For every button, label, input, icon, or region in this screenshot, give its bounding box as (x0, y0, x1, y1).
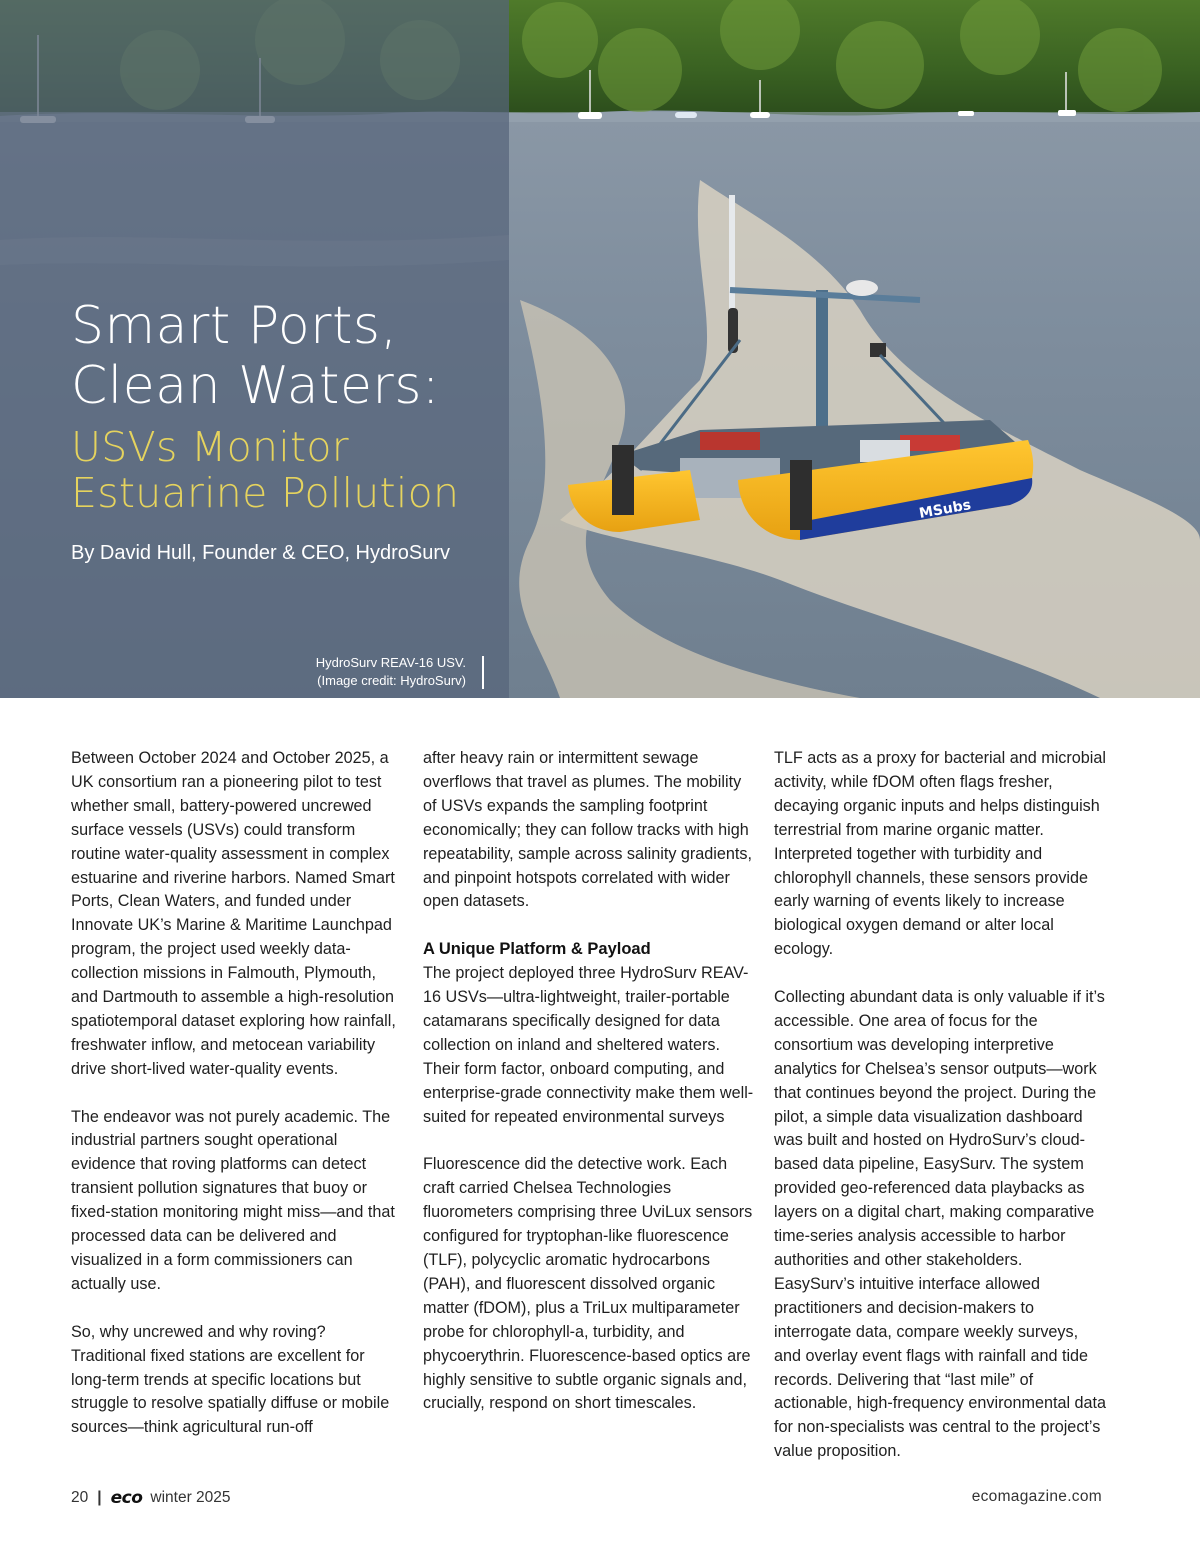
paragraph: after heavy rain or intermittent sewage overflows that travel as plumes. The mobility of USVs expands the sampling footprint economically; they can follow tracks with high repeatability, sample across salinity gradients, and pinpoint hotspots correlated with wider open datasets. (423, 749, 752, 911)
hull-logo: MSubs (917, 497, 973, 522)
paragraph: Collecting abundant data is only valuable if it’s accessible. One area of focus for the consortium was developing interpretive analytics for Chelsea’s sensor outputs—work that continues beyond the project. During the pilot, a simple data visualization dashboard was built and hosted on HydroSurv’s cloud-based data pipeline, EasySurv. The system provided geo-referenced data playbacks as layers on a digital chart, making comparative time-series analysis accessible to harbor authorities and other stakeholders. EasySurv’s intuitive interface allowed practitioners and decision-makers to interrogate data, compare weekly surveys, and overlay event flags with rainfall and tide records. Delivering that “last mile” of actionable, high-frequency environmental data for non-specialists was central to the project’s value proposition. (774, 988, 1107, 1461)
paragraph: So, why uncrewed and why roving? Traditional fixed stations are excellent for long-term trends at specific locations but struggle to resolve spatially diffuse or mobile sources—think agricultural run-off (71, 1322, 390, 1437)
footer-separator: | (97, 1489, 102, 1506)
page-number: 20 (71, 1489, 89, 1506)
title-line-2: Clean Waters: (71, 356, 440, 416)
caption-line-1: HydroSurv REAV-16 USV. (315, 655, 466, 670)
issue-label: winter 2025 (150, 1489, 231, 1506)
byline: By David Hull, Founder & CEO, HydroSurv (71, 542, 451, 564)
paragraph: TLF acts as a proxy for bacterial and microbial activity, while fDOM often flags fresher, decaying organic inputs and helps distinguish terrestrial from marine organic matter. Interpreted together with turbidity and chlorophyll channels, these sensors provide early warning of events likely to increase biological oxygen demand or alter local ecology. (774, 749, 1106, 959)
article-subtitle (71, 424, 511, 516)
website-link[interactable]: ecomagazine.com (971, 1488, 1102, 1505)
caption-line-2: (Image credit: HydroSurv) (317, 673, 466, 688)
title-line-1: Smart Ports, (71, 296, 398, 356)
paragraph: Fluorescence did the detective work. Each craft carried Chelsea Technologies fluorometers comprising three UviLux sensors configured for tryptophan-like fluorescence (TLF), polycyclic aromatic hydrocarbons (PAH), and fluorescent dissolved organic matter (fDOM), plus a TriLux multiparameter probe for chlorophyll-a, turbidity, and phycoerythrin. Fluorescence-based optics are highly sensitive to subtle organic signals and, crucially, respond on short timescales. (423, 1155, 753, 1413)
paragraph: The endeavor was not purely academic. The industrial partners sought operational evidence that roving platforms can detect transient pollution signatures that buoy or fixed-station monitoring might miss—and that processed data can be delivered and visualized in a form commissioners can actually use. (71, 1107, 395, 1293)
subtitle-line-1: USVs Monitor (71, 423, 349, 471)
section-heading: A Unique Platform & Payload (423, 940, 651, 959)
article-column-2 (423, 747, 756, 1416)
article-column-3 (774, 747, 1107, 1464)
caption-divider (482, 656, 484, 689)
article-title (71, 296, 511, 416)
paragraph: Between October 2024 and October 2025, a UK consortium ran a pioneering pilot to test whether small, battery-powered uncrewed surface vessels (USVs) could transform routine water-quality assessment in complex estuarine and riverine harbors. Named Smart Ports, Clean Waters, and funded under Innovate UK’s Marine & Maritime Launchpad program, the project used weekly data-collection missions in Falmouth, Plymouth, and Dartmouth to assemble a high-resolution spatiotemporal dataset exploring how rainfall, freshwater inflow, and metocean variability drive short-lived water-quality events. (71, 749, 396, 1078)
magazine-logo: eco (110, 1488, 143, 1508)
page-footer-left (71, 1488, 231, 1508)
hero-image (0, 0, 1200, 698)
article-column-1 (71, 747, 404, 1440)
subtitle-line-2: Estuarine Pollution (71, 469, 460, 517)
paragraph: The project deployed three HydroSurv REAV-16 USVs—ultra-lightweight, trailer-portable catamarans specifically designed for data collection on inland and sheltered waters. Their form factor, onboard computing, and enterprise-grade connectivity make them well-suited for repeated environmental surveys (423, 964, 754, 1126)
photo-caption (280, 654, 466, 690)
